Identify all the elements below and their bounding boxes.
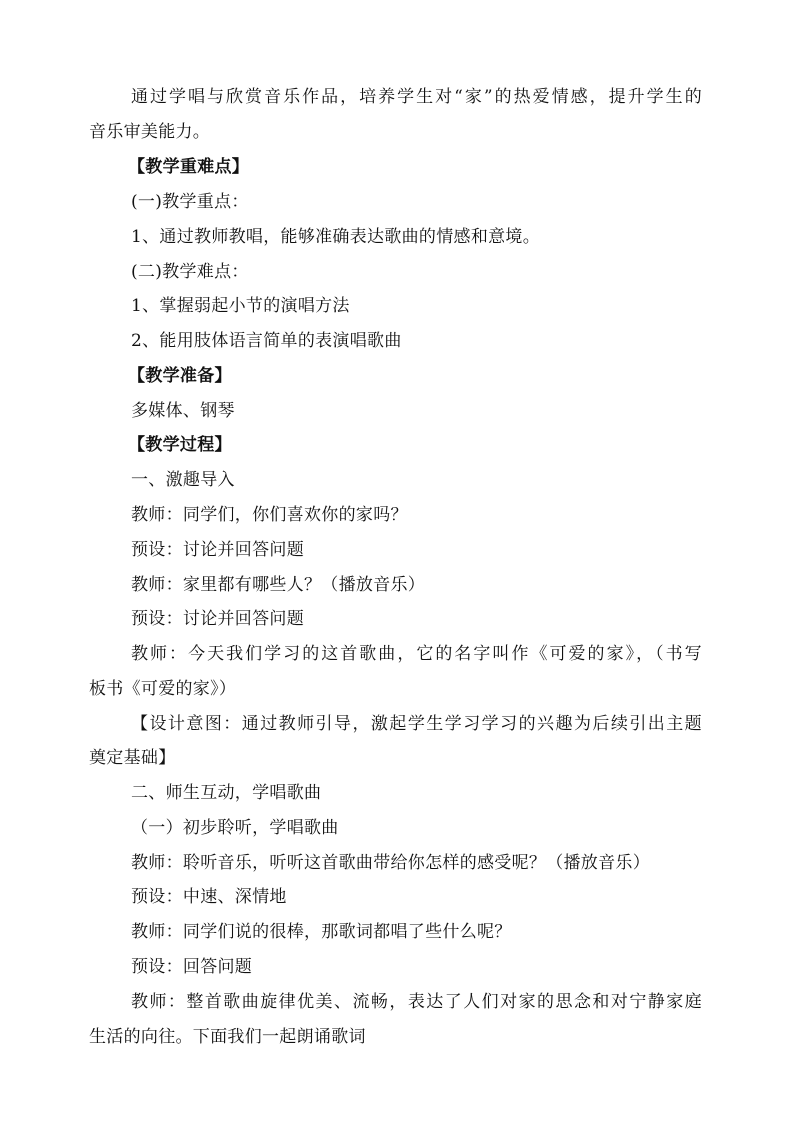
process-line-5a: 教师：今天我们学习的这首歌曲，它的名字叫作《可爱的家》，（书写 [131,644,702,664]
subsection-1-title: （一）初步聆听，学唱歌曲 [131,818,339,838]
process-line-4: 预设：讨论并回答问题 [131,609,304,629]
process-line-3: 教师：家里都有哪些人？（播放音乐） [131,575,426,595]
key-points-heading: 【教学重难点】 [128,157,250,177]
process-line-10a: 教师：整首歌曲旋律优美、流畅，表达了人们对家的思念和对宁静家庭 [131,992,702,1012]
focus-label: (一)教学重点： [131,192,249,212]
goal-line-2: 音乐审美能力。 [89,122,211,142]
process-line-9: 预设：回答问题 [131,957,253,977]
process-line-2: 预设：讨论并回答问题 [131,540,304,560]
preparation-heading: 【教学准备】 [128,366,232,386]
design-intent-line-1: 【设计意图：通过教师引导，激起学生学习学习的兴趣为后续引出主题 [131,714,702,734]
difficulty-label: (二)教学难点： [131,262,249,282]
design-intent-line-2: 奠定基础】 [89,748,176,768]
section-2-title: 二、师生互动，学唱歌曲 [131,783,322,803]
process-line-5b: 板书《可爱的家》） [89,679,237,699]
process-line-7: 预设：中速、深情地 [131,887,287,907]
section-1-title: 一、激趣导入 [131,470,235,490]
difficulty-item-2: 2、能用肢体语言简单的表演唱歌曲 [131,331,402,351]
process-heading: 【教学过程】 [128,435,232,455]
preparation-content: 多媒体、钢琴 [131,401,235,421]
goal-line-1: 通过学唱与欣赏音乐作品，培养学生对“家”的热爱情感，提升学生的 [131,87,702,107]
process-line-10b: 生活的向往。下面我们一起朗诵歌词 [89,1027,366,1047]
process-line-6: 教师：聆听音乐，听听这首歌曲带给你怎样的感受呢？（播放音乐） [131,853,650,873]
difficulty-item-1: 1、掌握弱起小节的演唱方法 [131,296,350,316]
process-line-8: 教师：同学们说的很棒，那歌词都唱了些什么呢？ [131,922,512,942]
focus-item-1: 1、通过教师教唱，能够准确表达歌曲的情感和意境。 [131,227,541,247]
process-line-1: 教师：同学们，你们喜欢你的家吗？ [131,505,408,525]
